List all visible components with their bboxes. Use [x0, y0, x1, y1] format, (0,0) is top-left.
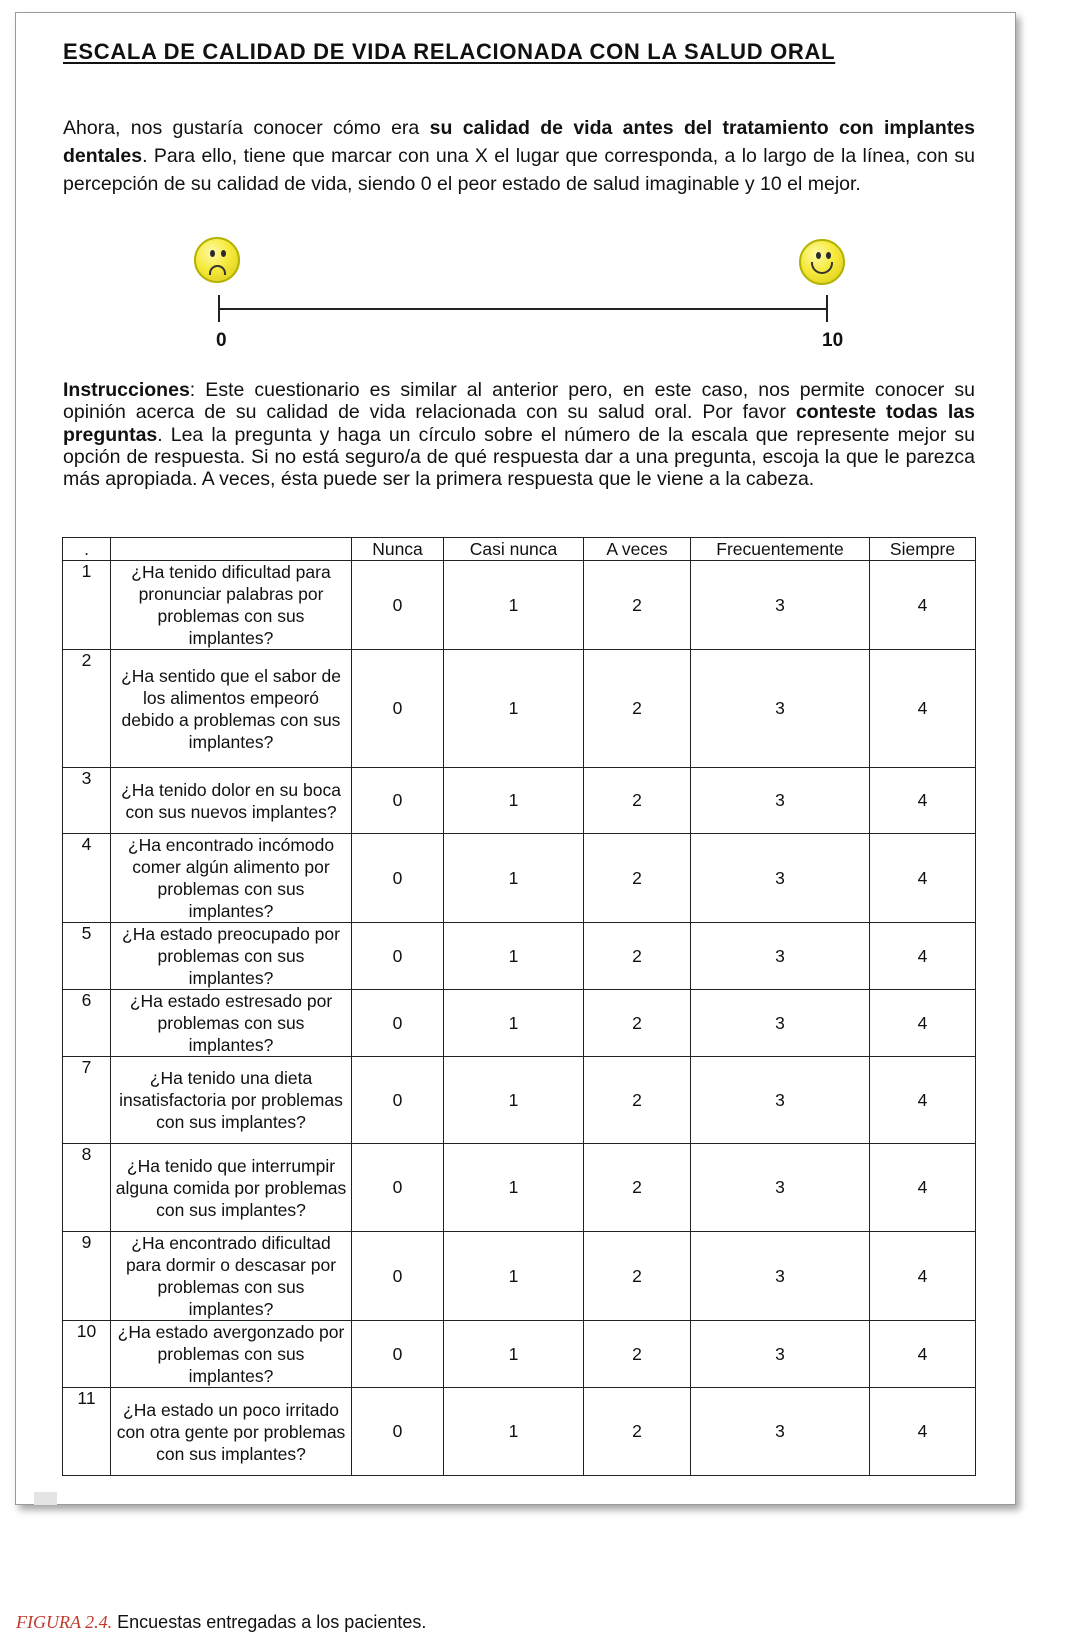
answer-option[interactable]: 1 [444, 561, 584, 650]
answer-option[interactable]: 1 [444, 1057, 584, 1144]
answer-option[interactable]: 2 [584, 990, 691, 1057]
answer-option[interactable]: 0 [352, 650, 444, 768]
question-text: ¿Ha estado preocupado por problemas con sus implantes? [111, 923, 352, 990]
table-row [63, 768, 976, 834]
caption-label: FIGURA 2.4. [16, 1612, 113, 1632]
table-row [63, 1144, 976, 1232]
header-number: . [63, 538, 111, 561]
answer-option[interactable]: 1 [444, 1144, 584, 1232]
corner-mark [34, 1492, 57, 1505]
answer-option[interactable]: 4 [870, 1232, 976, 1321]
answer-option[interactable]: 0 [352, 1144, 444, 1232]
instructions-paragraph [63, 379, 975, 490]
answer-option[interactable]: 2 [584, 561, 691, 650]
answer-option[interactable]: 2 [584, 768, 691, 834]
answer-option[interactable]: 4 [870, 650, 976, 768]
question-number: 5 [63, 923, 111, 990]
question-number: 7 [63, 1057, 111, 1144]
scale-tick-min [218, 295, 220, 322]
face-eye [826, 252, 831, 259]
answer-option[interactable]: 3 [691, 923, 870, 990]
answer-option[interactable]: 0 [352, 1057, 444, 1144]
figure-caption [16, 1612, 426, 1633]
answer-option[interactable]: 0 [352, 1388, 444, 1476]
question-number: 4 [63, 834, 111, 923]
table-row [63, 1232, 976, 1321]
scale-min-label: 0 [216, 330, 227, 351]
intro-text-1: Ahora, nos gustaría conocer cómo era [63, 117, 430, 139]
scale-tick-max [826, 295, 828, 322]
question-text: ¿Ha estado avergonzado por problemas con sus implantes? [111, 1321, 352, 1388]
header-frecuentemente: Frecuentemente [691, 538, 870, 561]
answer-option[interactable]: 3 [691, 561, 870, 650]
table-row [63, 990, 976, 1057]
answer-option[interactable]: 1 [444, 1388, 584, 1476]
answer-option[interactable]: 3 [691, 1321, 870, 1388]
face-eye [210, 250, 215, 257]
instructions-label: Instrucciones [63, 379, 190, 401]
question-text: ¿Ha tenido que interrumpir alguna comida por problemas con sus implantes? [111, 1144, 352, 1232]
answer-option[interactable]: 2 [584, 650, 691, 768]
question-text: ¿Ha sentido que el sabor de los alimentos empeoró debido a problemas con sus implantes? [111, 650, 352, 768]
instructions-text-2: . Lea la pregunta y haga un círculo sobre el número de la escala que represente mejor su opción de respuesta. Si no está seguro/a de qué respuesta dar a una pregunta, escoja la que le parezca más apropiada. A veces, ésta puede ser la primera respuesta que le viene a la cabeza. [63, 423, 975, 491]
question-text: ¿Ha tenido una dieta insatisfactoria por problemas con sus implantes? [111, 1057, 352, 1144]
question-text: ¿Ha estado estresado por problemas con sus implantes? [111, 990, 352, 1057]
answer-option[interactable]: 0 [352, 923, 444, 990]
instructions-bold-text: conteste todas las preguntas [63, 401, 975, 446]
answer-option[interactable]: 1 [444, 1232, 584, 1321]
table-row [63, 1388, 976, 1476]
answer-option[interactable]: 3 [691, 1144, 870, 1232]
face-eye [221, 250, 226, 257]
question-number: 3 [63, 768, 111, 834]
answer-option[interactable]: 3 [691, 834, 870, 923]
question-number: 11 [63, 1388, 111, 1476]
header-question [111, 538, 352, 561]
answer-option[interactable]: 3 [691, 1232, 870, 1321]
answer-option[interactable]: 2 [584, 1321, 691, 1388]
table-row [63, 650, 976, 768]
answer-option[interactable]: 2 [584, 923, 691, 990]
table-row [63, 1057, 976, 1144]
answer-option[interactable]: 3 [691, 1057, 870, 1144]
answer-option[interactable]: 4 [870, 923, 976, 990]
question-text: ¿Ha encontrado dificultad para dormir o descasar por problemas con sus implantes? [111, 1232, 352, 1321]
header-casi-nunca: Casi nunca [444, 538, 584, 561]
answer-option[interactable]: 3 [691, 1388, 870, 1476]
answer-option[interactable]: 4 [870, 768, 976, 834]
answer-option[interactable]: 1 [444, 650, 584, 768]
answer-option[interactable]: 1 [444, 1321, 584, 1388]
face-eye [816, 252, 821, 259]
answer-option[interactable]: 0 [352, 1321, 444, 1388]
scale-max-label: 10 [822, 330, 844, 351]
scale-line[interactable] [219, 308, 828, 310]
face-mouth [811, 262, 833, 274]
question-number: 9 [63, 1232, 111, 1321]
answer-option[interactable]: 4 [870, 1321, 976, 1388]
caption-text: Encuestas entregadas a los pacientes. [112, 1612, 427, 1632]
answer-option[interactable]: 0 [352, 561, 444, 650]
question-number: 8 [63, 1144, 111, 1232]
question-number: 2 [63, 650, 111, 768]
answer-option[interactable]: 1 [444, 923, 584, 990]
page-title: ESCALA DE CALIDAD DE VIDA RELACIONADA CON LA SALUD ORAL [63, 39, 836, 64]
question-text: ¿Ha tenido dificultad para pronunciar palabras por problemas con sus implantes? [111, 561, 352, 650]
question-text: ¿Ha estado un poco irritado con otra gente por problemas con sus implantes? [111, 1388, 352, 1476]
answer-option[interactable]: 0 [352, 768, 444, 834]
answer-option[interactable]: 0 [352, 834, 444, 923]
answer-option[interactable]: 4 [870, 990, 976, 1057]
face-mouth [209, 265, 226, 275]
happy-face-icon [799, 239, 845, 285]
document-page [15, 12, 1016, 1505]
answer-option[interactable]: 0 [352, 1232, 444, 1321]
sad-face-icon [194, 237, 240, 283]
table-row [63, 1321, 976, 1388]
answer-option[interactable]: 1 [444, 990, 584, 1057]
answer-option[interactable]: 4 [870, 1144, 976, 1232]
answer-option[interactable]: 1 [444, 768, 584, 834]
question-number: 1 [63, 561, 111, 650]
question-number: 6 [63, 990, 111, 1057]
table-header-row [63, 538, 976, 561]
question-number: 10 [63, 1321, 111, 1388]
answer-option[interactable]: 2 [584, 1232, 691, 1321]
instructions-text-1: : Este cuestionario es similar al anterior pero, en este caso, nos permite conocer su opinión acerca de su calidad de vida relacionada con su salud oral. Por favor [63, 379, 975, 424]
questionnaire-table [62, 537, 976, 1476]
answer-option[interactable]: 2 [584, 834, 691, 923]
header-siempre: Siempre [870, 538, 976, 561]
answer-option[interactable]: 3 [691, 990, 870, 1057]
answer-option[interactable]: 2 [584, 1057, 691, 1144]
answer-option[interactable]: 3 [691, 768, 870, 834]
table-row [63, 834, 976, 923]
answer-option[interactable]: 4 [870, 1388, 976, 1476]
table-row [63, 923, 976, 990]
question-text: ¿Ha tenido dolor en su boca con sus nuevos implantes? [111, 768, 352, 834]
intro-bold-text: su calidad de vida antes del tratamiento con implantes dentales [63, 117, 975, 167]
question-text: ¿Ha encontrado incómodo comer algún alimento por problemas con sus implantes? [111, 834, 352, 923]
answer-option[interactable]: 4 [870, 561, 976, 650]
answer-option[interactable]: 2 [584, 1388, 691, 1476]
quality-scale [16, 13, 1016, 393]
answer-option[interactable]: 1 [444, 834, 584, 923]
header-nunca: Nunca [352, 538, 444, 561]
intro-text-2: . Para ello, tiene que marcar con una X el lugar que corresponda, a lo largo de la línea, con su percepción de su calidad de vida, siendo 0 el peor estado de salud imaginable y 10 el mejor. [63, 145, 975, 195]
answer-option[interactable]: 0 [352, 990, 444, 1057]
table-body [63, 561, 976, 1476]
answer-option[interactable]: 4 [870, 1057, 976, 1144]
answer-option[interactable]: 2 [584, 1144, 691, 1232]
answer-option[interactable]: 4 [870, 834, 976, 923]
header-a-veces: A veces [584, 538, 691, 561]
answer-option[interactable]: 3 [691, 650, 870, 768]
table-row [63, 561, 976, 650]
